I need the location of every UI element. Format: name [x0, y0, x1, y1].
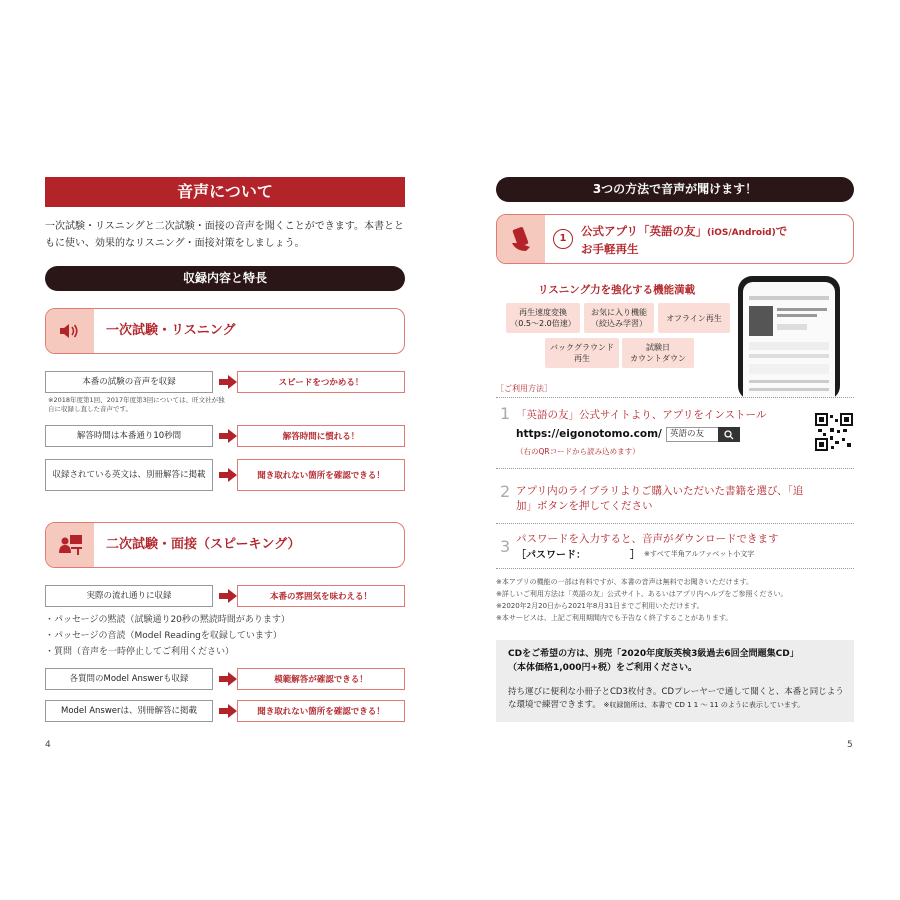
- footnote: ※本アプリの機能の一部は有料ですが、本書の音声は無料でお聞きいただけます。: [496, 578, 754, 586]
- divider: [496, 568, 854, 569]
- cd-description: [508, 686, 844, 712]
- speaker-icon: [46, 309, 94, 353]
- password-field: [516, 546, 640, 561]
- listening-section-header: [45, 308, 405, 354]
- feature-item: 本番の試験の音声を収録: [45, 371, 213, 393]
- tag-line: オフライン再生: [666, 313, 722, 323]
- feature-row: [45, 459, 405, 491]
- feature-tag: [584, 303, 654, 333]
- feature-benefit: 聞き取れない箇所を確認できる！: [237, 459, 405, 491]
- feature-benefit: 本番の雰囲気を味わえる！: [237, 585, 405, 607]
- divider: [496, 468, 854, 469]
- feature-item: 各質問のModel Answerも収録: [45, 668, 213, 690]
- usage-label: ［ご利用方法］: [496, 384, 552, 393]
- feature-item: 解答時間は本番通り10秒間: [45, 425, 213, 447]
- password-note: ※すべて半角アルファベット小文字: [644, 550, 755, 558]
- qr-note: （右のQRコードから読み込めます）: [516, 447, 640, 456]
- phone-screenshot: [738, 276, 840, 400]
- feature-row: [45, 668, 405, 690]
- qr-code-icon[interactable]: [815, 413, 853, 451]
- search-icon[interactable]: [718, 427, 740, 442]
- tag-line: 再生速度変換: [519, 308, 567, 317]
- tag-line: （0.5～2.0倍速）: [510, 319, 576, 328]
- tag-line: お気に入り機能: [591, 308, 647, 317]
- feature-row: [45, 585, 405, 607]
- feature-benefit: スピードをつかめる！: [237, 371, 405, 393]
- step-number: 3: [500, 537, 511, 556]
- tag-line: 再生: [574, 354, 590, 363]
- cd-line: 持ち運びに便利な小冊子とCD3枚付き。CDプレーヤーで通して聞くと、本番と同じよう: [508, 687, 844, 697]
- footnote: ※本サービスは、上記ご利用期間内でも予告なく終了することがあります。: [496, 614, 733, 622]
- cd-line: （本体価格1,000円+税）をご利用ください。: [508, 663, 698, 673]
- footnote: ※詳しいご利用方法は「英語の友」公式サイト、あるいはアプリ内ヘルプをご参照ください。: [496, 590, 788, 598]
- app-platform: (iOS/Android): [707, 228, 776, 238]
- intro-text: 一次試験・リスニングと二次試験・面接の音声を聞くことができます。本書とともに使い、効果的なリスニング・面接対策をしましょう。: [45, 221, 404, 249]
- bullet-item: ・質問（音声を一時停止してご利用ください）: [45, 647, 235, 657]
- cd-line: な環境で練習できます。: [508, 700, 601, 710]
- contents-heading: 収録内容と特長: [45, 266, 405, 291]
- feature-row: [45, 371, 405, 393]
- tag-line: 試験日: [646, 343, 670, 352]
- step-text: 「英語の友」公式サイトより、アプリをインストール: [516, 409, 767, 421]
- speaking-section-label: 二次試験・面接（スピーキング）: [106, 537, 301, 552]
- feature-tag: [545, 338, 619, 368]
- page-number-right: 5: [847, 740, 853, 750]
- listening-section-label: 一次試験・リスニング: [106, 323, 236, 338]
- footnotes: [496, 576, 787, 624]
- step-text: アプリ内のライブラリよりご購入いただいた書籍を選び、「追加」ボタンを押してください: [516, 485, 804, 512]
- footnote: ※2020年2月20日から2021年8月31日までご利用いただけます。: [496, 602, 704, 610]
- app-name: 公式アプリ「英語の友」: [581, 224, 708, 238]
- feature-benefit: 解答時間に慣れる！: [237, 425, 405, 447]
- methods-heading: 3つの方法で音声が聞けます！: [496, 177, 854, 202]
- tag-line: バックグラウンド: [550, 343, 614, 352]
- tag-line: （絞込み学習）: [591, 319, 647, 328]
- feature-tag: [622, 338, 694, 368]
- feature-tag: [506, 303, 580, 333]
- features-title: リスニング力を強化する機能満載: [538, 284, 696, 296]
- app-method-box: [496, 214, 854, 264]
- bullet-item: ・パッセージの黙読（試験通り20秒の黙読時間があります）: [45, 615, 290, 625]
- feature-item: 収録されている英文は、別冊解答に掲載: [45, 459, 213, 491]
- feature-row: [45, 425, 405, 447]
- divider: [496, 397, 854, 398]
- speaking-section-header: [45, 522, 405, 568]
- site-url[interactable]: https://eigonotomo.com/: [516, 428, 662, 440]
- search-input[interactable]: 英語の友: [666, 427, 740, 442]
- phone-hand-icon: [497, 215, 545, 263]
- cd-note: ※収録箇所は、本書で CD 1 1 ～ 11 のように表示しています。: [603, 701, 805, 709]
- app-title-line2: お手軽再生: [581, 242, 639, 256]
- step-text: パスワードを入力すると、音声がダウンロードできます: [516, 533, 779, 545]
- feature-benefit: 聞き取れない箇所を確認できる！: [237, 700, 405, 722]
- bullet-item: ・パッセージの音読（Model Readingを収録しています）: [45, 631, 282, 641]
- method-number: 1: [553, 229, 573, 249]
- password-bracket: ］: [630, 550, 640, 561]
- feature-item: Model Answerは、別冊解答に掲載: [45, 700, 213, 722]
- password-label: ［パスワード：: [516, 550, 586, 561]
- feature-tag: [658, 303, 730, 333]
- interview-icon: [46, 523, 94, 567]
- recording-note: ※2018年度第1回、2017年度第3回については、旺文社が独自に収録し直した音声です。: [48, 396, 225, 413]
- step-number: 2: [500, 482, 511, 501]
- app-title-line1: [581, 223, 787, 239]
- feature-benefit: 模範解答が確認できる！: [237, 668, 405, 690]
- feature-item: 実際の流れ通りに収録: [45, 585, 213, 607]
- divider: [496, 523, 854, 524]
- cd-offer: [508, 647, 799, 675]
- feature-row: [45, 700, 405, 722]
- cd-info-box: [496, 640, 854, 722]
- page-title: 音声について: [45, 177, 405, 207]
- app-title-end: で: [775, 224, 788, 238]
- step-number: 1: [500, 404, 511, 423]
- cd-line: CDをご希望の方は、別売「2020年度版英検3級過去6回全問題集CD」: [508, 649, 799, 659]
- tag-line: カウントダウン: [630, 354, 686, 363]
- page-number-left: 4: [45, 740, 51, 750]
